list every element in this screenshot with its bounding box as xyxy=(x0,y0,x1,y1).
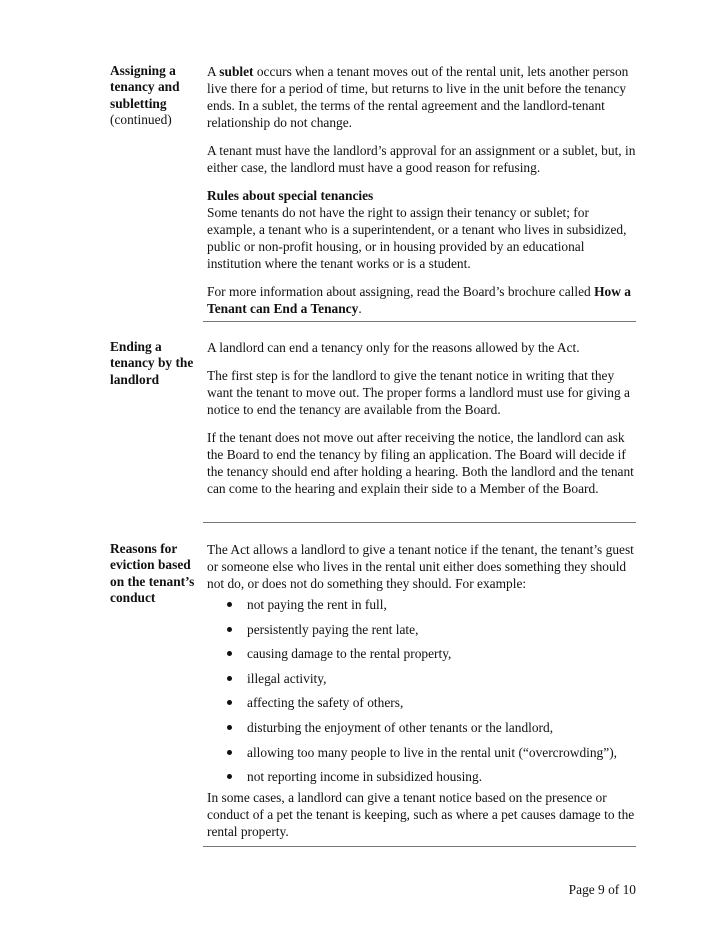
section-heading xyxy=(110,63,202,129)
bullet-icon xyxy=(227,725,232,730)
list-item-text: allowing too many people to live in the rental unit (“overcrowding”), xyxy=(247,744,617,760)
paragraph xyxy=(207,283,636,317)
list-item-text: causing damage to the rental property, xyxy=(247,646,452,662)
text: For more information about assigning, read the Board’s brochure called xyxy=(207,284,595,299)
bold-term: sublet xyxy=(219,64,254,79)
list-item-text: disturbing the enjoyment of other tenants or the landlord, xyxy=(247,719,554,735)
section-divider xyxy=(203,522,636,523)
list-item-text: not reporting income in subsidized housing. xyxy=(247,769,483,785)
list-item xyxy=(207,744,636,761)
paragraph: If the tenant does not move out after receiving the notice, the landlord can ask the Board to end the tenancy by filing an application. The Board will decide if the tenancy should end after holding a hearing. Both the landlord and the tenant can come to the hearing and explain their side to a Member of the Board. xyxy=(207,430,634,496)
list-item xyxy=(207,645,636,662)
paragraph xyxy=(207,187,636,272)
section-body xyxy=(207,339,636,497)
paragraph: A tenant must have the landlord’s approval for an assignment or a sublet, but, in either case, the landlord must have a good reason for refusing. xyxy=(207,143,636,175)
bullet-icon xyxy=(227,627,232,632)
text: A xyxy=(207,64,220,79)
list-item xyxy=(207,719,636,736)
list-item-text: illegal activity, xyxy=(247,670,327,686)
section-heading: Ending a tenancy by the landlord xyxy=(110,339,194,387)
section-divider xyxy=(203,846,636,847)
section-divider xyxy=(203,321,636,322)
list-item xyxy=(207,596,636,613)
paragraph: The Act allows a landlord to give a tenant notice if the tenant, the tenant’s guest or someone else who lives in the rental unit either does something they should not do, or does not do something they should. For example: xyxy=(207,542,634,591)
text: . xyxy=(358,301,362,316)
paragraph xyxy=(207,63,636,131)
section-body xyxy=(207,63,636,317)
list-item xyxy=(207,768,636,785)
bullet-icon xyxy=(227,774,232,779)
paragraph: The first step is for the landlord to give the tenant notice in writing that they want the tenant to move out. The proper forms a landlord must use for giving a notice to end the tenancy are available from the Board. xyxy=(207,368,630,417)
bullet-icon xyxy=(227,750,232,755)
section-body xyxy=(207,541,636,840)
page-number: Page 9 of 10 xyxy=(568,882,636,897)
bullet-list xyxy=(207,596,636,785)
paragraph: In some cases, a landlord can give a tenant notice based on the presence or conduct of a pet the tenant is keeping, such as where a pet causes damage to the rental property. xyxy=(207,790,635,840)
list-item xyxy=(207,670,636,687)
bullet-icon xyxy=(227,700,232,705)
list-item-text: affecting the safety of others, xyxy=(247,695,404,711)
continued-label: (continued) xyxy=(110,112,172,128)
paragraph: A landlord can end a tenancy only for the reasons allowed by the Act. xyxy=(207,340,580,355)
list-item xyxy=(207,694,636,711)
text: Some tenants do not have the right to assign their tenancy or sublet; for example, a tenant who is a superintendent, or a tenant who lives in subsidized, public or non-profit housing, or in housing provided by an educational institution where the tenant works or is a student. xyxy=(207,205,627,271)
heading-text: Assigning a tenancy and subletting xyxy=(110,63,180,111)
section-heading: Reasons for eviction based on the tenant’s conduct xyxy=(110,541,195,606)
bullet-icon xyxy=(227,602,232,607)
brochure-title: How a Tenant can End a Tenancy xyxy=(207,284,631,316)
bullet-icon xyxy=(227,676,232,681)
list-item-text: not paying the rent in full, xyxy=(247,597,387,612)
subheading: Rules about special tenancies xyxy=(207,188,374,203)
list-item-text: persistently paying the rent late, xyxy=(247,621,419,637)
list-item xyxy=(207,621,636,638)
bullet-icon xyxy=(227,651,232,656)
text: occurs when a tenant moves out of the rental unit, lets another person live there for a period of time, but returns to live in the unit before the tenancy ends. In a sublet, the terms of the rental agreement and the landlord-tenant relationship do not change. xyxy=(207,64,629,130)
